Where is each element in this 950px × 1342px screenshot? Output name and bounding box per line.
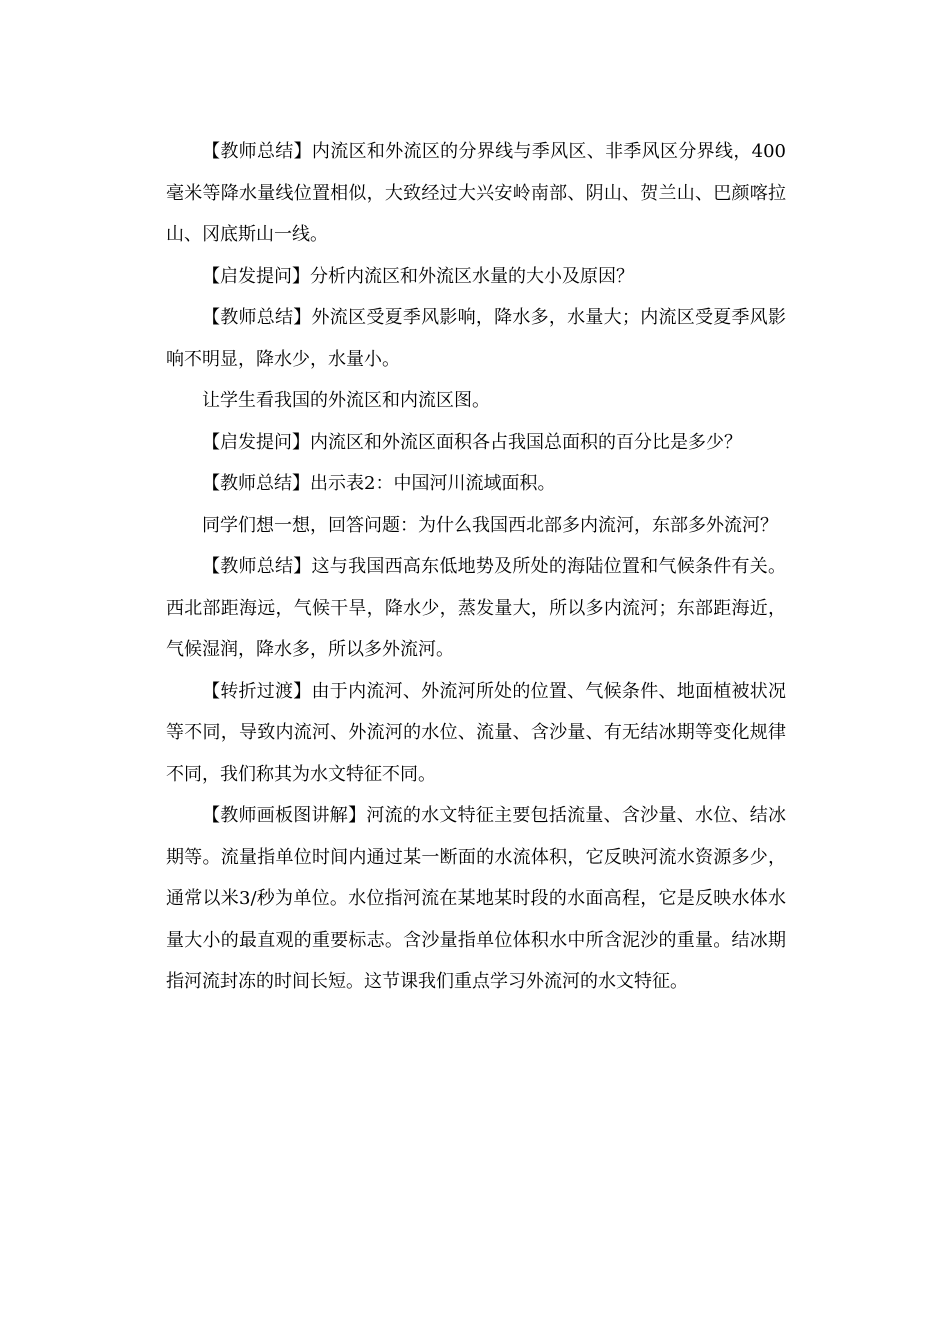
paragraph-think-question: 同学们想一想，回答问题：为什么我国西北部多内流河，东部多外流河？ xyxy=(202,514,778,536)
paragraph-teacher-summary-3: 【教师总结】出示表2：中国河川流域面积。 xyxy=(202,473,556,494)
paragraph-board-explanation: 【教师画板图讲解】河流的水文特征主要包括流量、含沙量、水位、结冰期等。流量指单位时间内通过某一断面的水流体积，它反映河流水资源多少，通常以米3/秒为单位。水位指河流在某地某时段的水面高程，它是反映水体水量大小的最直观的重要标志。含沙量指单位体积水中所含泥沙的重量。结冰期指河流封冻的时间长短。这节课我们重点学习外流河的水文特征。 xyxy=(166,805,786,992)
paragraph-teacher-summary-1: 【教师总结】内流区和外流区的分界线与季风区、非季风区分界线，400毫米等降水量线位置相似，大致经过大兴安岭南部、阴山、贺兰山、巴颜喀拉山、冈底斯山一线。 xyxy=(166,141,786,245)
paragraph-question-1: 【启发提问】分析内流区和外流区水量的大小及原因？ xyxy=(202,265,634,287)
paragraph-student-activity: 让学生看我国的外流区和内流区图。 xyxy=(202,390,490,411)
paragraph-question-2: 【启发提问】内流区和外流区面积各占我国总面积的百分比是多少？ xyxy=(202,431,742,453)
paragraph-transition: 【转折过渡】由于内流河、外流河所处的位置、气候条件、地面植被状况等不同，导致内流河、外流河的水位、流量、含沙量、有无结冰期等变化规律不同，我们称其为水文特征不同。 xyxy=(166,680,786,785)
paragraph-teacher-summary-2: 【教师总结】外流区受夏季风影响，降水多，水量大；内流区受夏季风影响不明显，降水少，水量小。 xyxy=(166,307,786,370)
paragraph-teacher-summary-4: 【教师总结】这与我国西高东低地势及所处的海陆位置和气候条件有关。西北部距海远，气候干旱，降水少，蒸发量大，所以多内流河；东部距海近，气候湿润，降水多，所以多外流河。 xyxy=(166,556,786,660)
document-body xyxy=(166,131,786,1003)
